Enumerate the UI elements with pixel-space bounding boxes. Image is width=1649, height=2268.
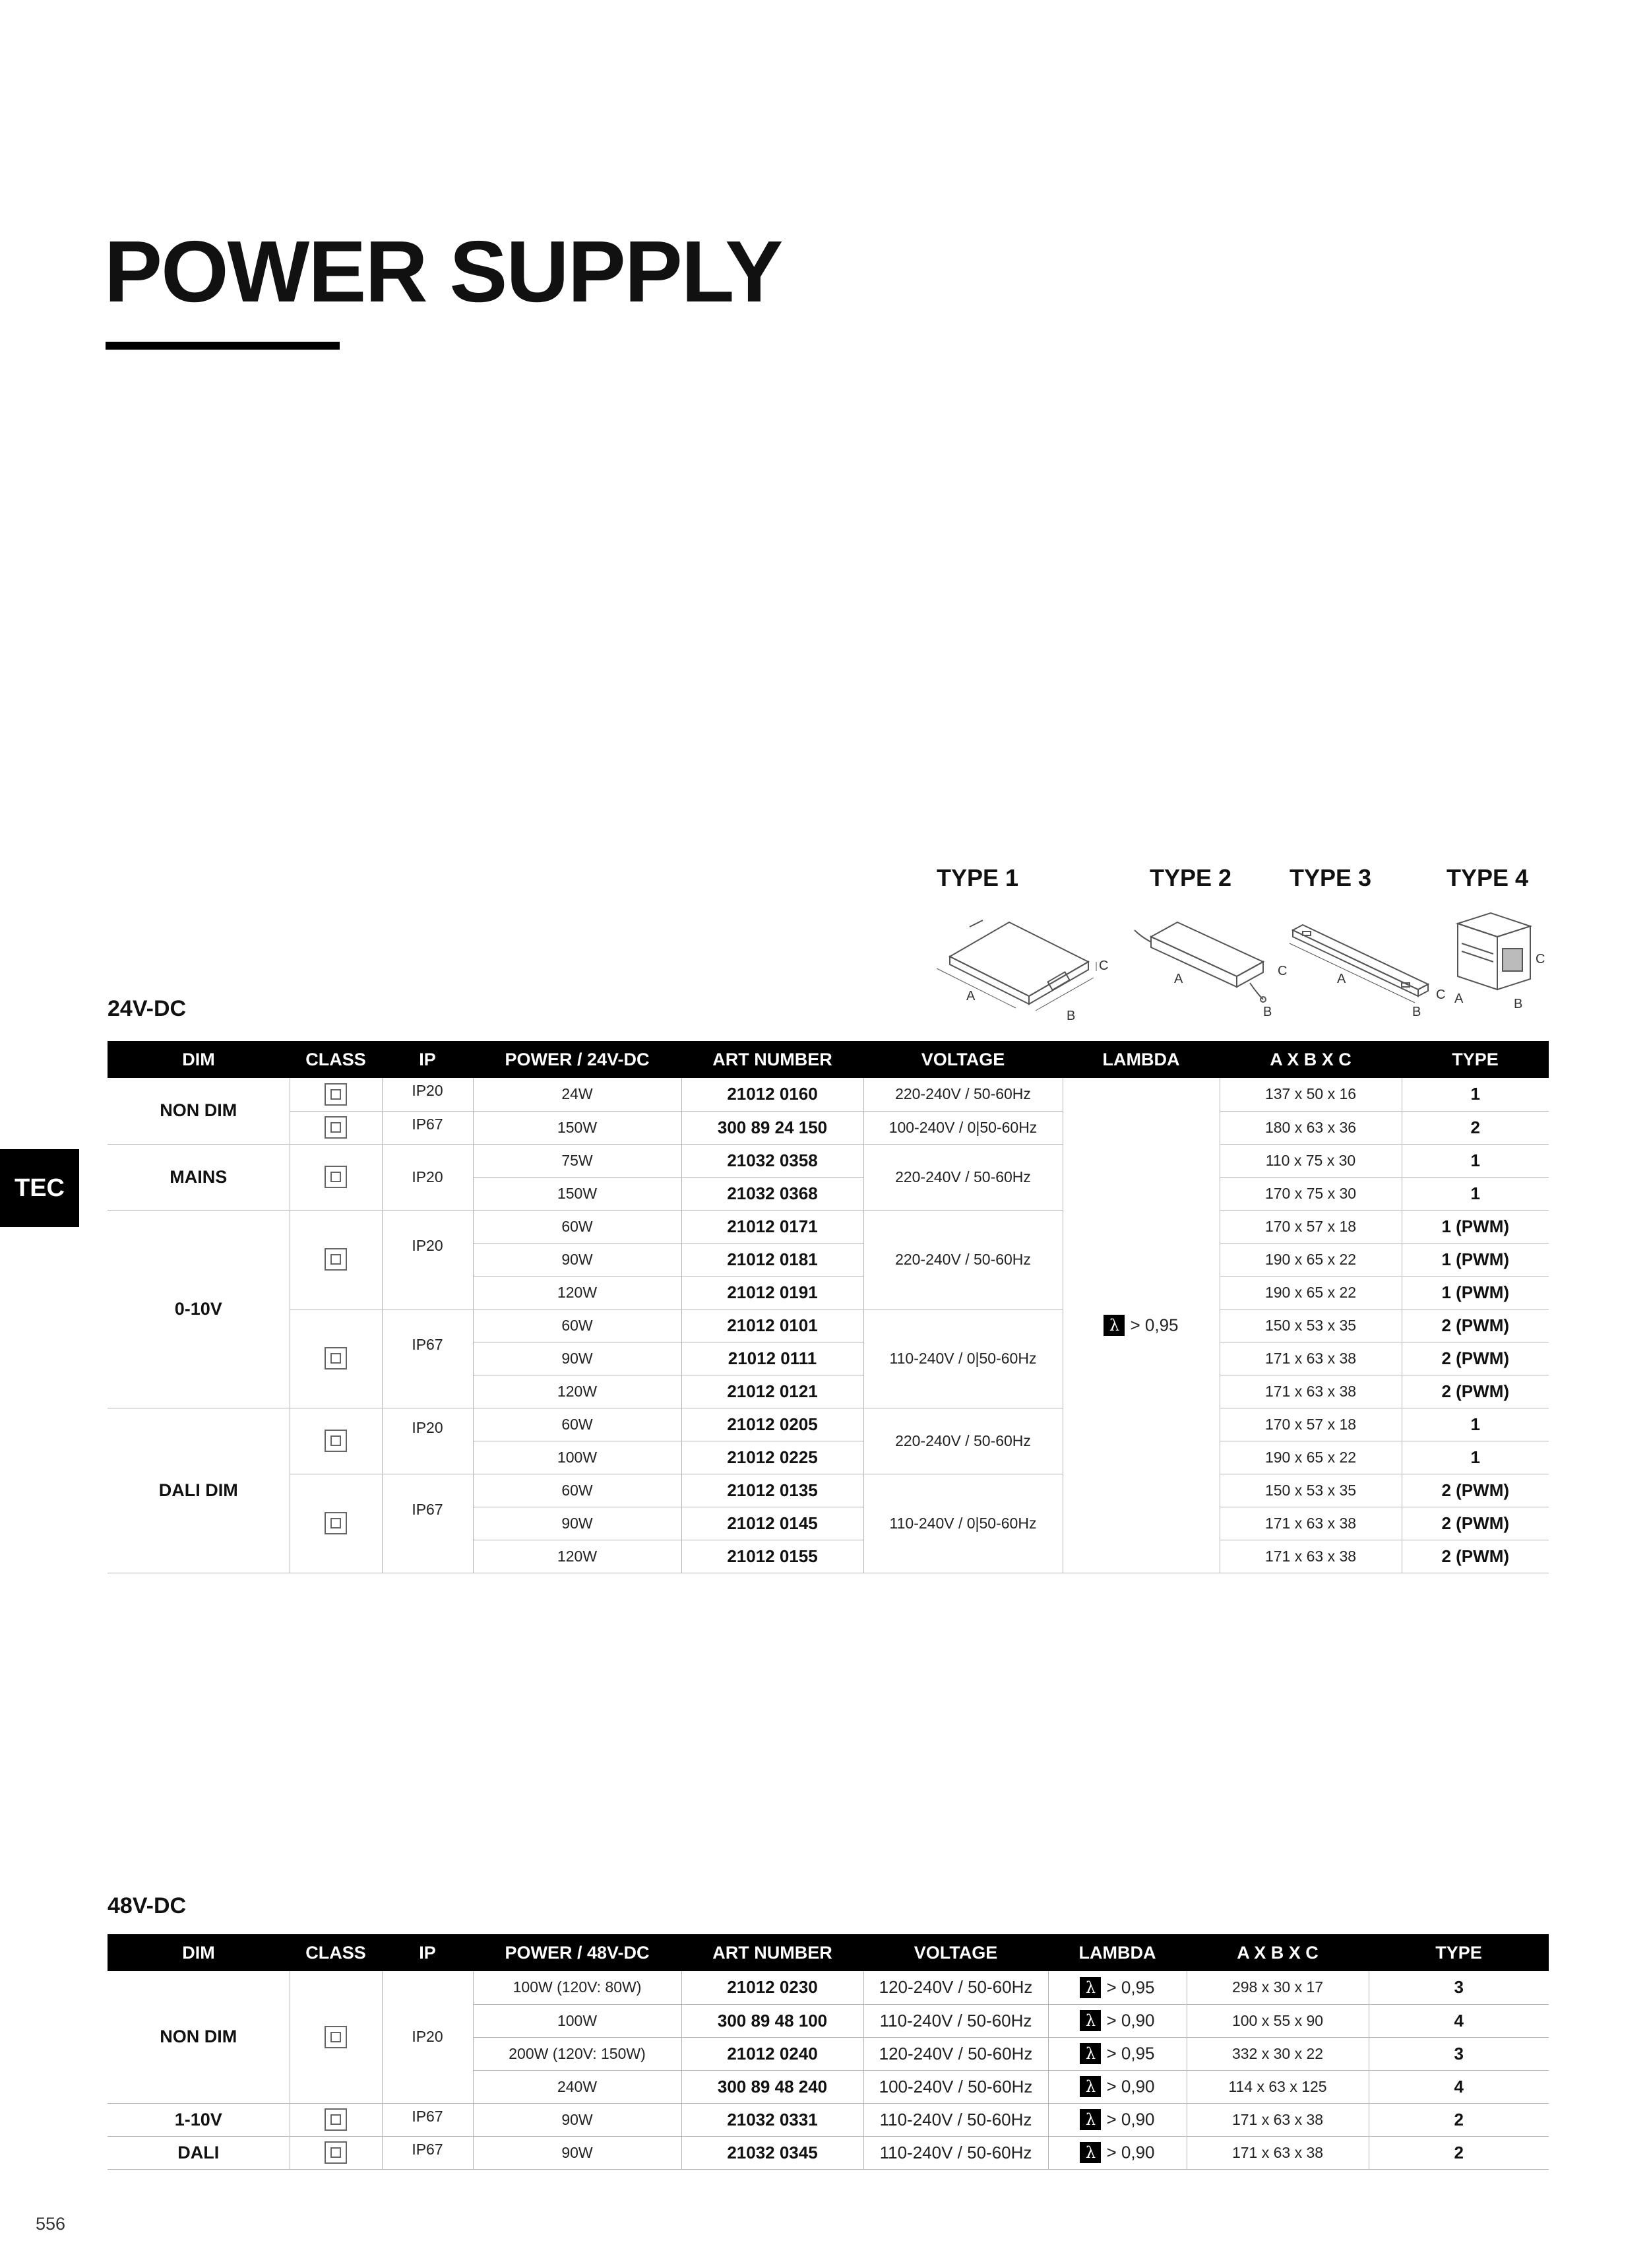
table-header-row: [108, 1934, 1549, 1971]
type-1-label: TYPE 1: [937, 864, 1019, 891]
art-number: 21012 0155: [681, 1540, 863, 1573]
dimensions: 180 x 63 x 36: [1220, 1111, 1402, 1144]
art-number: 21012 0135: [681, 1474, 863, 1507]
dimensions: 190 x 65 x 22: [1220, 1441, 1402, 1474]
art-number: 21012 0205: [681, 1408, 863, 1441]
section-24v-title: 24V-DC: [108, 996, 187, 1021]
table-row: [108, 1078, 1549, 1111]
class-ii-icon: [325, 1083, 347, 1106]
lambda-cell: [1048, 2004, 1187, 2037]
type-4-illustration: [1445, 910, 1550, 1013]
type: 2: [1369, 2103, 1549, 2136]
group-label: 1-10V: [108, 2103, 290, 2136]
type: 1 (PWM): [1402, 1243, 1549, 1276]
type-4-label: TYPE 4: [1447, 864, 1529, 891]
header-power: POWER / 48V-DC: [473, 1934, 681, 1971]
art-number: 21012 0121: [681, 1375, 863, 1408]
power: 100W: [473, 1441, 681, 1474]
lambda-icon: λ: [1080, 2043, 1101, 2064]
ip-rating: IP67: [382, 1309, 473, 1408]
type: 2 (PWM): [1402, 1309, 1549, 1342]
page-title: POWER SUPPLY: [104, 223, 782, 320]
type: 1: [1402, 1441, 1549, 1474]
art-number: 21012 0240: [681, 2037, 863, 2070]
header-type: TYPE: [1402, 1041, 1549, 1078]
header-ip: IP: [382, 1041, 473, 1078]
header-art-number: ART NUMBER: [681, 1934, 863, 1971]
lambda-cell: [1048, 2136, 1187, 2169]
art-number: 21012 0160: [681, 1078, 863, 1111]
voltage: 110-240V / 50-60Hz: [863, 2004, 1048, 2037]
lambda-icon: λ: [1080, 2109, 1101, 2130]
class-ii-icon: [325, 2141, 347, 2164]
voltage: 220-240V / 50-60Hz: [863, 1078, 1063, 1111]
class-ii-icon: [325, 1116, 347, 1139]
art-number: 21012 0111: [681, 1342, 863, 1375]
art-number: 300 89 48 100: [681, 2004, 863, 2037]
dimensions: 114 x 63 x 125: [1187, 2070, 1369, 2103]
voltage: 100-240V / 0|50-60Hz: [863, 1111, 1063, 1144]
lambda-value: > 0,95: [1130, 1315, 1179, 1335]
group-label: DALI: [108, 2136, 290, 2169]
svg-text:B: B: [1412, 1005, 1421, 1019]
header-dimensions: A X B X C: [1187, 1934, 1369, 1971]
header-type: TYPE: [1369, 1934, 1549, 1971]
ip-rating: IP67: [382, 2136, 473, 2169]
class-ii-icon: [325, 1166, 347, 1188]
type: 2 (PWM): [1402, 1342, 1549, 1375]
power: 120W: [473, 1375, 681, 1408]
power: 90W: [473, 2103, 681, 2136]
type: 2 (PWM): [1402, 1540, 1549, 1573]
header-power: POWER / 24V-DC: [473, 1041, 681, 1078]
dimensions: 150 x 53 x 35: [1220, 1309, 1402, 1342]
dimensions: 298 x 30 x 17: [1187, 1971, 1369, 2004]
art-number: 21012 0181: [681, 1243, 863, 1276]
type: 1: [1402, 1177, 1549, 1210]
table-row: [108, 1408, 1549, 1441]
svg-text:B: B: [1263, 1005, 1272, 1019]
lambda-value: > 0,90: [1106, 2142, 1155, 2162]
lambda-cell: [1048, 2070, 1187, 2103]
table-row: [108, 2103, 1549, 2136]
dimensions: 150 x 53 x 35: [1220, 1474, 1402, 1507]
voltage: 220-240V / 50-60Hz: [863, 1210, 1063, 1309]
dimensions: 170 x 57 x 18: [1220, 1210, 1402, 1243]
power: 60W: [473, 1309, 681, 1342]
header-class: CLASS: [290, 1041, 382, 1078]
group-label: NON DIM: [108, 1078, 290, 1144]
svg-text:C: C: [1099, 959, 1109, 973]
type: 4: [1369, 2070, 1549, 2103]
power: 90W: [473, 1243, 681, 1276]
voltage: 120-240V / 50-60Hz: [863, 2037, 1048, 2070]
type: 3: [1369, 2037, 1549, 2070]
voltage: 110-240V / 0|50-60Hz: [863, 1309, 1063, 1408]
lambda-value: > 0,95: [1106, 1977, 1155, 1998]
lambda-cell: [1048, 2103, 1187, 2136]
ip-rating: IP20: [382, 1408, 473, 1474]
voltage: 220-240V / 50-60Hz: [863, 1144, 1063, 1210]
type: 1: [1402, 1144, 1549, 1177]
voltage: 110-240V / 50-60Hz: [863, 2103, 1048, 2136]
art-number: 300 89 24 150: [681, 1111, 863, 1144]
power: 90W: [473, 2136, 681, 2169]
lambda-icon: λ: [1080, 2010, 1101, 2031]
svg-text:C: C: [1536, 952, 1545, 966]
art-number: 21012 0101: [681, 1309, 863, 1342]
ip-rating: IP67: [382, 1474, 473, 1573]
lambda-cell: [1048, 1971, 1187, 2004]
header-lambda: LAMBDA: [1063, 1041, 1220, 1078]
header-dim: DIM: [108, 1934, 290, 1971]
class-ii-icon: [325, 1347, 347, 1370]
table-24v-dc: [108, 1041, 1549, 1573]
power: 75W: [473, 1144, 681, 1177]
group-label: DALI DIM: [108, 1408, 290, 1573]
header-class: CLASS: [290, 1934, 382, 1971]
dimensions: 137 x 50 x 16: [1220, 1078, 1402, 1111]
power: 60W: [473, 1210, 681, 1243]
ip-rating: IP20: [382, 1210, 473, 1309]
dimensions: 170 x 75 x 30: [1220, 1177, 1402, 1210]
lambda-value: > 0,95: [1106, 2043, 1155, 2063]
type: 2: [1402, 1111, 1549, 1144]
header-voltage: VOLTAGE: [863, 1934, 1048, 1971]
type: 1 (PWM): [1402, 1276, 1549, 1309]
dimensions: 100 x 55 x 90: [1187, 2004, 1369, 2037]
table-row: [108, 1210, 1549, 1243]
lambda-icon: λ: [1080, 2142, 1101, 2163]
type: 2: [1369, 2136, 1549, 2169]
table-row: [108, 1474, 1549, 1507]
dimensions: 171 x 63 x 38: [1187, 2136, 1369, 2169]
type: 2 (PWM): [1402, 1474, 1549, 1507]
class-ii-icon: [325, 2108, 347, 2131]
section-side-tab: TEC: [0, 1149, 79, 1227]
table-48v-dc: [108, 1934, 1549, 2170]
art-number: 21032 0358: [681, 1144, 863, 1177]
svg-text:B: B: [1514, 997, 1523, 1011]
header-dimensions: A X B X C: [1220, 1041, 1402, 1078]
svg-text:C: C: [1278, 964, 1288, 978]
type: 3: [1369, 1971, 1549, 2004]
voltage: 220-240V / 50-60Hz: [863, 1408, 1063, 1474]
power: 150W: [473, 1177, 681, 1210]
header-lambda: LAMBDA: [1048, 1934, 1187, 1971]
power: 24W: [473, 1078, 681, 1111]
voltage: 120-240V / 50-60Hz: [863, 1971, 1048, 2004]
type-2-illustration: [1131, 910, 1296, 1019]
svg-text:A: A: [1174, 972, 1183, 986]
ip-rating: IP67: [382, 2103, 473, 2136]
type-1-illustration: [937, 910, 1109, 1023]
table-row: [108, 1971, 1549, 2004]
dimensions: 171 x 63 x 38: [1220, 1540, 1402, 1573]
power: 120W: [473, 1276, 681, 1309]
art-number: 21032 0368: [681, 1177, 863, 1210]
art-number: 21012 0191: [681, 1276, 863, 1309]
section-48v-title: 48V-DC: [108, 1893, 187, 1918]
lambda-cell: [1048, 2037, 1187, 2070]
type-3-label: TYPE 3: [1290, 864, 1372, 891]
power: 240W: [473, 2070, 681, 2103]
header-dim: DIM: [108, 1041, 290, 1078]
ip-rating: IP67: [382, 1111, 473, 1144]
voltage: 100-240V / 50-60Hz: [863, 2070, 1048, 2103]
dimensions: 110 x 75 x 30: [1220, 1144, 1402, 1177]
ip-rating: IP20: [382, 1971, 473, 2103]
lambda-value: > 0,90: [1106, 2076, 1155, 2096]
table-row: [108, 1144, 1549, 1177]
dimensions: 332 x 30 x 22: [1187, 2037, 1369, 2070]
svg-text:A: A: [966, 989, 976, 1003]
dimensions: 190 x 65 x 22: [1220, 1243, 1402, 1276]
table-header-row: [108, 1041, 1549, 1078]
dimensions: 170 x 57 x 18: [1220, 1408, 1402, 1441]
class-ii-icon: [325, 1430, 347, 1452]
type-3-illustration: [1290, 910, 1448, 1019]
power: 90W: [473, 1507, 681, 1540]
lambda-icon: λ: [1080, 2076, 1101, 2097]
art-number: 21012 0171: [681, 1210, 863, 1243]
header-ip: IP: [382, 1934, 473, 1971]
power: 150W: [473, 1111, 681, 1144]
title-underline: [106, 342, 340, 350]
lambda-value: > 0,90: [1106, 2010, 1155, 2031]
power: 60W: [473, 1408, 681, 1441]
svg-text:A: A: [1337, 972, 1346, 986]
dimensions: 171 x 63 x 38: [1220, 1342, 1402, 1375]
power: 60W: [473, 1474, 681, 1507]
class-ii-icon: [325, 1512, 347, 1534]
ip-rating: IP20: [382, 1078, 473, 1111]
dimensions: 171 x 63 x 38: [1220, 1375, 1402, 1408]
art-number: 300 89 48 240: [681, 2070, 863, 2103]
group-label: MAINS: [108, 1144, 290, 1210]
dimensions: 190 x 65 x 22: [1220, 1276, 1402, 1309]
art-number: 21012 0145: [681, 1507, 863, 1540]
header-art-number: ART NUMBER: [681, 1041, 863, 1078]
type: 2 (PWM): [1402, 1375, 1549, 1408]
type: 1 (PWM): [1402, 1210, 1549, 1243]
svg-text:C: C: [1436, 988, 1446, 1002]
type: 1: [1402, 1078, 1549, 1111]
header-voltage: VOLTAGE: [863, 1041, 1063, 1078]
group-label: NON DIM: [108, 1971, 290, 2103]
power: 120W: [473, 1540, 681, 1573]
power: 100W (120V: 80W): [473, 1971, 681, 2004]
type: 1: [1402, 1408, 1549, 1441]
dimensions: 171 x 63 x 38: [1187, 2103, 1369, 2136]
page-number: 556: [36, 2214, 66, 2234]
svg-text:B: B: [1067, 1009, 1076, 1023]
art-number: 21012 0230: [681, 1971, 863, 2004]
dimensions: 171 x 63 x 38: [1220, 1507, 1402, 1540]
table-row: [108, 1111, 1549, 1144]
power: 100W: [473, 2004, 681, 2037]
table-row: [108, 2136, 1549, 2169]
ip-rating: IP20: [382, 1144, 473, 1210]
class-ii-icon: [325, 1248, 347, 1271]
type: 2 (PWM): [1402, 1507, 1549, 1540]
power: 200W (120V: 150W): [473, 2037, 681, 2070]
lambda-icon: λ: [1080, 1977, 1101, 1998]
group-label: 0-10V: [108, 1210, 290, 1408]
art-number: 21012 0225: [681, 1441, 863, 1474]
lambda-cell: [1063, 1078, 1220, 1573]
voltage: 110-240V / 0|50-60Hz: [863, 1474, 1063, 1573]
power: 90W: [473, 1342, 681, 1375]
lambda-value: > 0,90: [1106, 2109, 1155, 2129]
class-ii-icon: [325, 2026, 347, 2048]
table-row: [108, 1309, 1549, 1342]
type-2-label: TYPE 2: [1150, 864, 1232, 891]
type: 4: [1369, 2004, 1549, 2037]
lambda-icon: λ: [1104, 1315, 1125, 1336]
svg-text:A: A: [1454, 992, 1464, 1006]
art-number: 21032 0331: [681, 2103, 863, 2136]
voltage: 110-240V / 50-60Hz: [863, 2136, 1048, 2169]
art-number: 21032 0345: [681, 2136, 863, 2169]
